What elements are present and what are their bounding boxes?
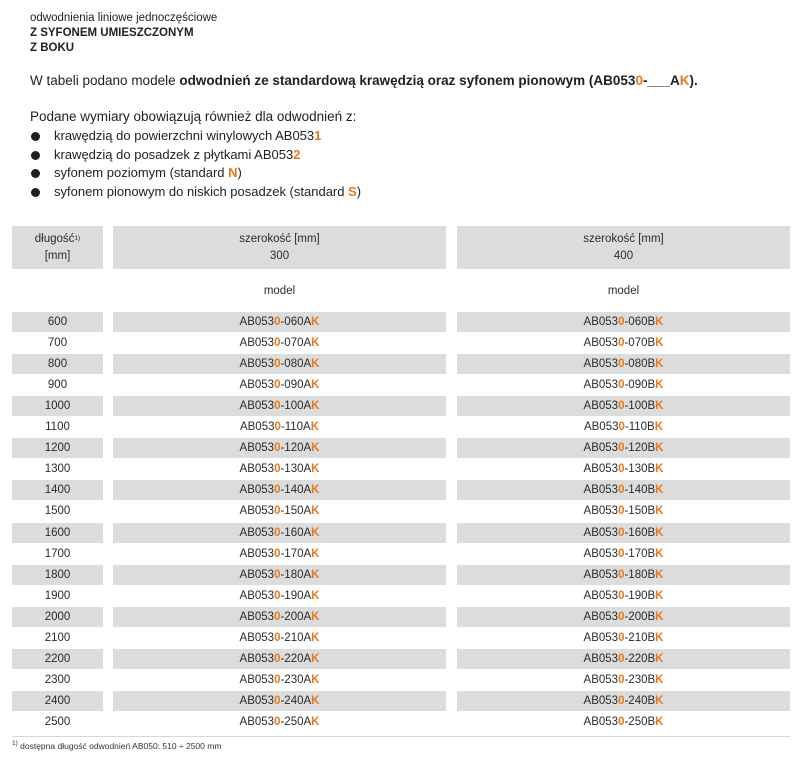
model-cell-400: AB0530-090BK xyxy=(583,379,664,391)
list-item: krawędzią do posadzek z płytkami AB0532 xyxy=(30,146,361,165)
model-cell-300: AB0530-150AK xyxy=(239,505,320,517)
model-cell-300: AB0530-120AK xyxy=(113,438,446,458)
length-cell: 1900 xyxy=(44,590,71,602)
model-cell-400: AB0530-150BK xyxy=(583,505,664,517)
model-cell-400: AB0530-200BK xyxy=(457,607,790,627)
model-cell-300: AB0530-110AK xyxy=(239,421,320,433)
length-cell: 800 xyxy=(12,354,103,374)
model-cell-300: AB0530-180AK xyxy=(113,565,446,585)
model-cell-300: AB0530-140AK xyxy=(113,480,446,500)
model-cell-300: AB0530-220AK xyxy=(113,649,446,669)
length-cell: 700 xyxy=(47,337,68,349)
model-cell-400: AB0530-130BK xyxy=(583,463,664,475)
model-cell-300: AB0530-240AK xyxy=(113,691,446,711)
model-cell-400: AB0530-170BK xyxy=(583,548,664,560)
product-subtitle: Z BOKU xyxy=(30,42,75,54)
model-cell-300: AB0530-230AK xyxy=(239,674,320,686)
length-cell: 2200 xyxy=(12,649,103,669)
length-cell: 600 xyxy=(12,312,103,332)
length-cell: 2300 xyxy=(44,674,71,686)
document-header xyxy=(30,11,217,56)
length-column-header: długość$^{1)}$ [mm] xyxy=(12,226,103,269)
model-cell-300: AB0530-200AK xyxy=(113,607,446,627)
model-cell-300: AB0530-170AK xyxy=(239,548,320,560)
product-title: Z SYFONEM UMIESZCZONYM xyxy=(30,27,194,39)
length-cell: 2500 xyxy=(44,716,71,728)
length-cell: 1600 xyxy=(12,523,103,543)
intro-paragraph: W tabeli podano modele odwodnień ze standardową krawędzią oraz syfonem pionowym (AB0530-___AK). xyxy=(30,73,698,88)
model-cell-400: AB0530-210BK xyxy=(583,632,664,644)
model-cell-400: AB0530-080BK xyxy=(457,354,790,374)
width-300-header: szerokość [mm] 300 xyxy=(113,226,446,269)
length-cell: 1400 xyxy=(12,480,103,500)
length-cell: 1800 xyxy=(12,565,103,585)
model-cell-400: AB0530-140BK xyxy=(457,480,790,500)
length-cell: 1300 xyxy=(44,463,71,475)
model-cell-400: AB0530-110BK xyxy=(583,421,664,433)
bullet-icon xyxy=(31,132,40,141)
list-item: syfonem pionowym do niskich posadzek (standard S) xyxy=(30,183,361,202)
model-cell-300: AB0530-090AK xyxy=(239,379,320,391)
model-cell-400: AB0530-120BK xyxy=(457,438,790,458)
length-cell: 1000 xyxy=(12,396,103,416)
model-cell-400: AB0530-250BK xyxy=(583,716,664,728)
model-cell-300: AB0530-060AK xyxy=(113,312,446,332)
length-cell: 1100 xyxy=(45,421,70,433)
footnote: $^{1)}$ dostępna długość odwodnień AB050: 510 ÷ 2500 mm xyxy=(12,740,222,751)
length-cell: 900 xyxy=(47,379,68,391)
model-cell-400: AB0530-230BK xyxy=(583,674,664,686)
bullet-icon xyxy=(31,169,40,178)
length-cell: 1700 xyxy=(44,548,71,560)
variants-intro: Podane wymiary obowiązują również dla odwodnień z: xyxy=(30,109,357,124)
bullet-icon xyxy=(31,188,40,197)
width-400-header: szerokość [mm] 400 xyxy=(457,226,790,269)
model-cell-300: AB0530-250AK xyxy=(239,716,320,728)
length-cell: 1500 xyxy=(44,505,71,517)
variants-list xyxy=(30,127,361,201)
model-label-300: model xyxy=(263,285,296,297)
model-cell-400: AB0530-180BK xyxy=(457,565,790,585)
length-cell: 2000 xyxy=(12,607,103,627)
list-item: krawędzią do powierzchni winylowych AB0531 xyxy=(30,127,361,146)
list-item: syfonem poziomym (standard N) xyxy=(30,164,361,183)
length-cell: 2400 xyxy=(12,691,103,711)
model-cell-400: AB0530-160BK xyxy=(457,523,790,543)
length-cell: 1200 xyxy=(12,438,103,458)
model-label-400: model xyxy=(607,285,640,297)
model-cell-300: AB0530-210AK xyxy=(239,632,320,644)
model-cell-400: AB0530-100BK xyxy=(457,396,790,416)
model-cell-300: AB0530-160AK xyxy=(113,523,446,543)
model-cell-400: AB0530-070BK xyxy=(583,337,664,349)
model-cell-400: AB0530-220BK xyxy=(457,649,790,669)
model-cell-300: AB0530-070AK xyxy=(239,337,320,349)
model-cell-400: AB0530-060BK xyxy=(457,312,790,332)
bullet-icon xyxy=(31,151,40,160)
model-cell-300: AB0530-100AK xyxy=(113,396,446,416)
product-category: odwodnienia liniowe jednoczęściowe xyxy=(30,12,218,24)
length-cell: 2100 xyxy=(44,632,71,644)
footnote-divider xyxy=(12,736,790,737)
model-cell-400: AB0530-240BK xyxy=(457,691,790,711)
model-cell-300: AB0530-190AK xyxy=(239,590,320,602)
model-cell-300: AB0530-080AK xyxy=(113,354,446,374)
model-cell-300: AB0530-130AK xyxy=(239,463,320,475)
model-cell-400: AB0530-190BK xyxy=(583,590,664,602)
